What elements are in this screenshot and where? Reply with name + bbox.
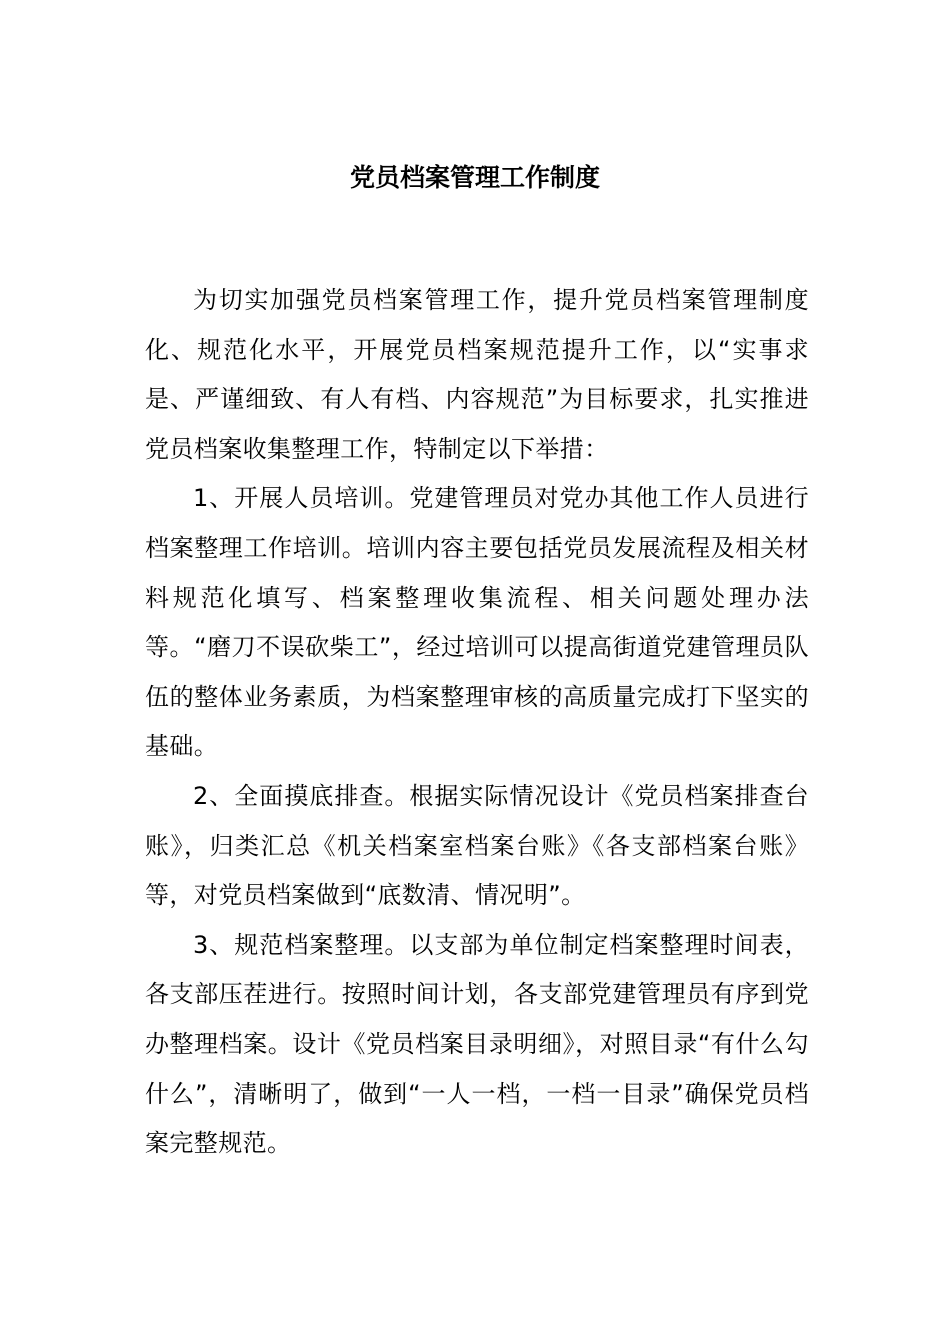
paragraph-intro: 为切实加强党员档案管理工作，提升党员档案管理制度化、规范化水平，开展党员档案规范提升工作，以“实事求是、严谨细致、有人有档、内容规范”为目标要求，扎实推进党员档案收集整理工作，特制定以下举措： <box>145 286 809 463</box>
document-body <box>145 276 809 1169</box>
paragraph-item-3: 3、规范档案整理。以支部为单位制定档案整理时间表，各支部压茬进行。按照时间计划，各支部党建管理员有序到党办整理档案。设计《党员档案目录明细》，对照目录“有什么勾什么”，清晰明了，做到“一人一档，一档一目录”确保党员档案完整规范。 <box>145 930 809 1158</box>
document-title: 党员档案管理工作制度 <box>349 163 600 192</box>
paragraph-item-1: 1、开展人员培训。党建管理员对党办其他工作人员进行档案整理工作培训。培训内容主要包括党员发展流程及相关材料规范化填写、档案整理收集流程、相关问题处理办法等。“磨刀不误砍柴工”，经过培训可以提高街道党建管理员队伍的整体业务素质，为档案整理审核的高质量完成打下坚实的基础。 <box>145 484 809 761</box>
paragraph-item-2: 2、全面摸底排查。根据实际情况设计《党员档案排查台账》，归类汇总《机关档案室档案台账》《各支部档案台账》等，对党员档案做到“底数清、情况明”。 <box>145 781 809 910</box>
